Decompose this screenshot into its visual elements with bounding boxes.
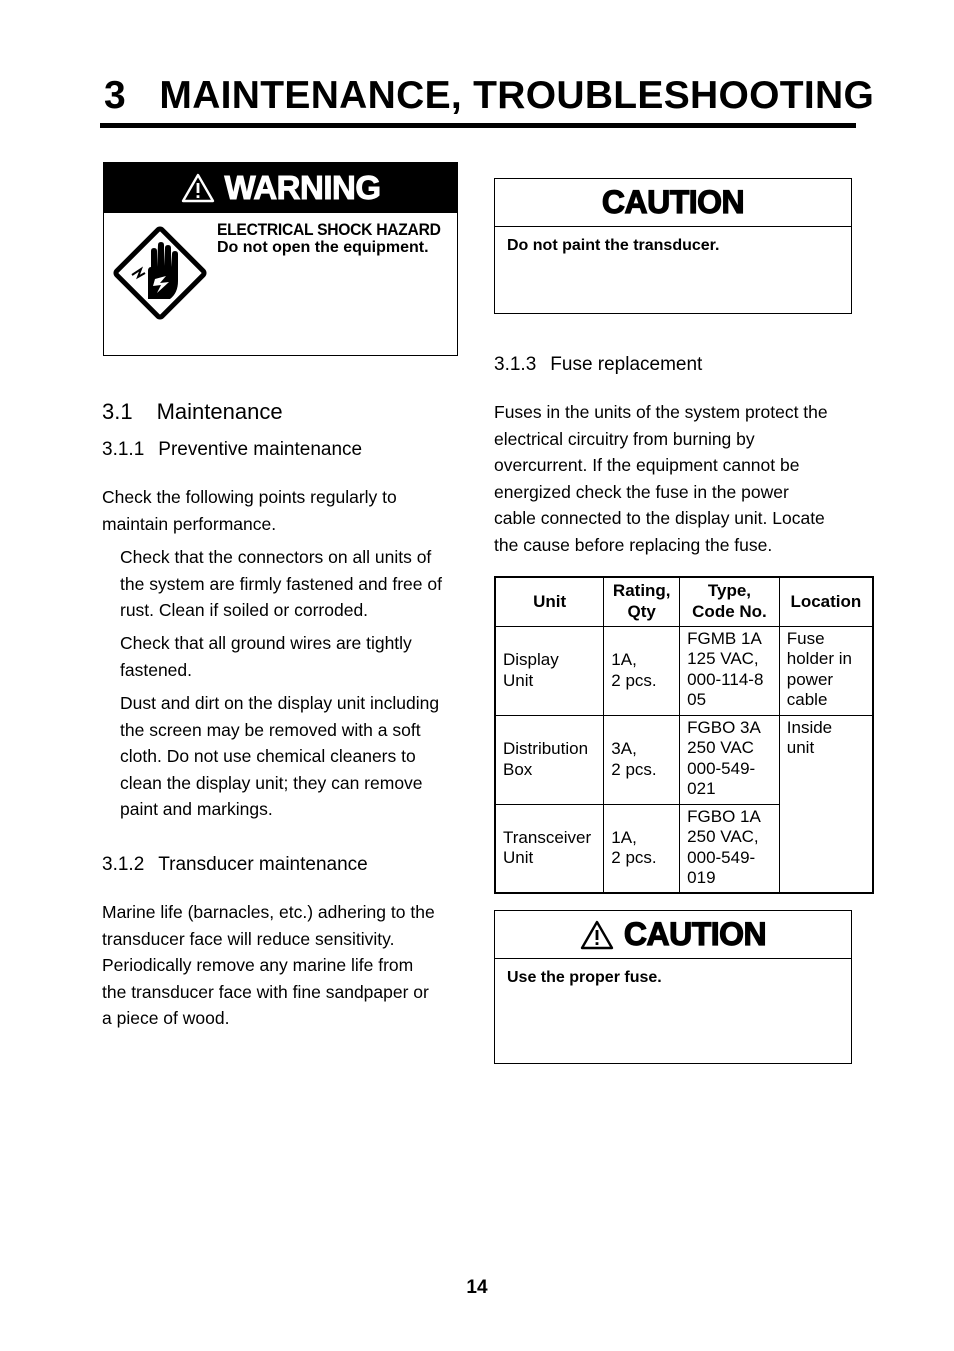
warning-box: [103, 162, 458, 356]
text-line: Fuses in the units of the system protect the: [494, 402, 828, 422]
column-header: Rating, Qty: [604, 577, 680, 626]
section-number: 3.1.3: [494, 354, 537, 375]
text-line: paint and markings.: [120, 799, 273, 819]
section-number: 3.1.2: [102, 854, 145, 875]
text-line: the cause before replacing the fuse.: [494, 534, 773, 555]
text-line: Marine life (barnacles, etc.) adhering to the: [102, 902, 435, 922]
section-title: Preventive maintenance: [158, 439, 363, 460]
warning-header: [104, 163, 457, 213]
caution-header: [495, 179, 851, 227]
caution-box-fuse: [494, 910, 852, 1064]
text-line: Periodically remove any marine life from: [102, 955, 414, 975]
page-number: 14: [466, 1277, 488, 1298]
warning-label: WARNING: [224, 169, 381, 206]
section-title: Maintenance: [156, 399, 283, 424]
warning-triangle-icon: [181, 173, 215, 203]
table-cell: FGBO 1A 250 VAC, 000-549- 019: [680, 804, 780, 893]
text-line: the screen may be removed with a soft: [120, 719, 421, 740]
caution-label: CAUTION: [623, 916, 767, 952]
table-header-row: [495, 577, 873, 626]
list-item: [120, 544, 442, 624]
text-line: overcurrent. If the equipment cannot be: [494, 455, 800, 475]
table-cell: FGMB 1A 125 VAC, 000-114-8 05: [680, 626, 780, 715]
text-line: energized check the fuse in the power: [494, 481, 789, 502]
text-line: a piece of wood.: [102, 1008, 230, 1028]
caution-text: Use the proper fuse.: [507, 969, 662, 986]
text-line: clean the display unit; they can remove: [120, 772, 423, 793]
text-line: maintain performance.: [102, 513, 277, 534]
text-line: cable connected to the display unit. Locate: [494, 508, 825, 528]
warning-triangle-icon: [580, 920, 614, 950]
column-header: Unit: [495, 577, 604, 626]
section-heading-3-1-3: [494, 354, 702, 376]
text-line: Check the following points regularly to: [102, 487, 397, 507]
table-cell: Inside unit: [779, 715, 873, 893]
hazard-title: ELECTRICAL SHOCK HAZARD: [217, 220, 441, 239]
table-row: [495, 715, 873, 804]
text-line: Check that the connectors on all units of: [120, 547, 432, 567]
column-header: Location: [779, 577, 873, 626]
text-line: the system are firmly fastened and free of: [120, 573, 442, 594]
text-line: transducer face will reduce sensitivity.: [102, 928, 395, 949]
table-cell: Transceiver Unit: [495, 804, 604, 893]
text-line: Check that all ground wires are tightly: [120, 633, 412, 653]
section-number: 3.1.1: [102, 439, 145, 460]
text-line: rust. Clean if soiled or corroded.: [120, 600, 369, 620]
section-heading-3-1-1: [102, 439, 362, 461]
caution-text: Do not paint the transducer.: [507, 237, 720, 254]
caution-label: CAUTION: [601, 184, 745, 220]
section-heading-3-1: [102, 399, 283, 425]
text-line: Dust and dirt on the display unit including: [120, 693, 440, 713]
table-cell: 1A, 2 pcs.: [604, 804, 680, 893]
fuse-table: [494, 576, 874, 894]
chapter-rule: [100, 123, 856, 128]
preventive-intro: [102, 484, 397, 537]
section-number: 3.1: [102, 399, 133, 424]
list-item: [120, 630, 412, 683]
chapter-title: [104, 74, 875, 118]
table-cell: 3A, 2 pcs.: [604, 715, 680, 804]
table-row: [495, 626, 873, 715]
caution-box-paint: [494, 178, 852, 314]
hazard-text: Do not open the equipment.: [217, 239, 429, 256]
text-line: electrical circuitry from burning by: [494, 428, 755, 449]
section-title: Fuse replacement: [550, 354, 703, 375]
table-cell: FGBO 3A 250 VAC 000-549- 021: [680, 715, 780, 804]
table-cell: 1A, 2 pcs.: [604, 626, 680, 715]
list-item: [120, 690, 439, 823]
chapter-number: 3: [104, 74, 126, 117]
caution-header: [495, 911, 851, 959]
fuse-body: [494, 399, 828, 558]
chapter-name: MAINTENANCE, TROUBLESHOOTING: [159, 74, 875, 117]
transducer-body: [102, 899, 435, 1032]
text-line: the transducer face with fine sandpaper or: [102, 981, 429, 1002]
text-line: cloth. Do not use chemical cleaners to: [120, 746, 416, 766]
column-header: Type, Code No.: [680, 577, 780, 626]
section-heading-3-1-2: [102, 854, 368, 876]
section-title: Transducer maintenance: [158, 854, 368, 875]
table-cell: Display Unit: [495, 626, 604, 715]
electric-shock-hand-icon: [108, 221, 212, 325]
text-line: fastened.: [120, 659, 192, 680]
table-cell: Fuse holder in power cable: [779, 626, 873, 715]
table-cell: Distribution Box: [495, 715, 604, 804]
